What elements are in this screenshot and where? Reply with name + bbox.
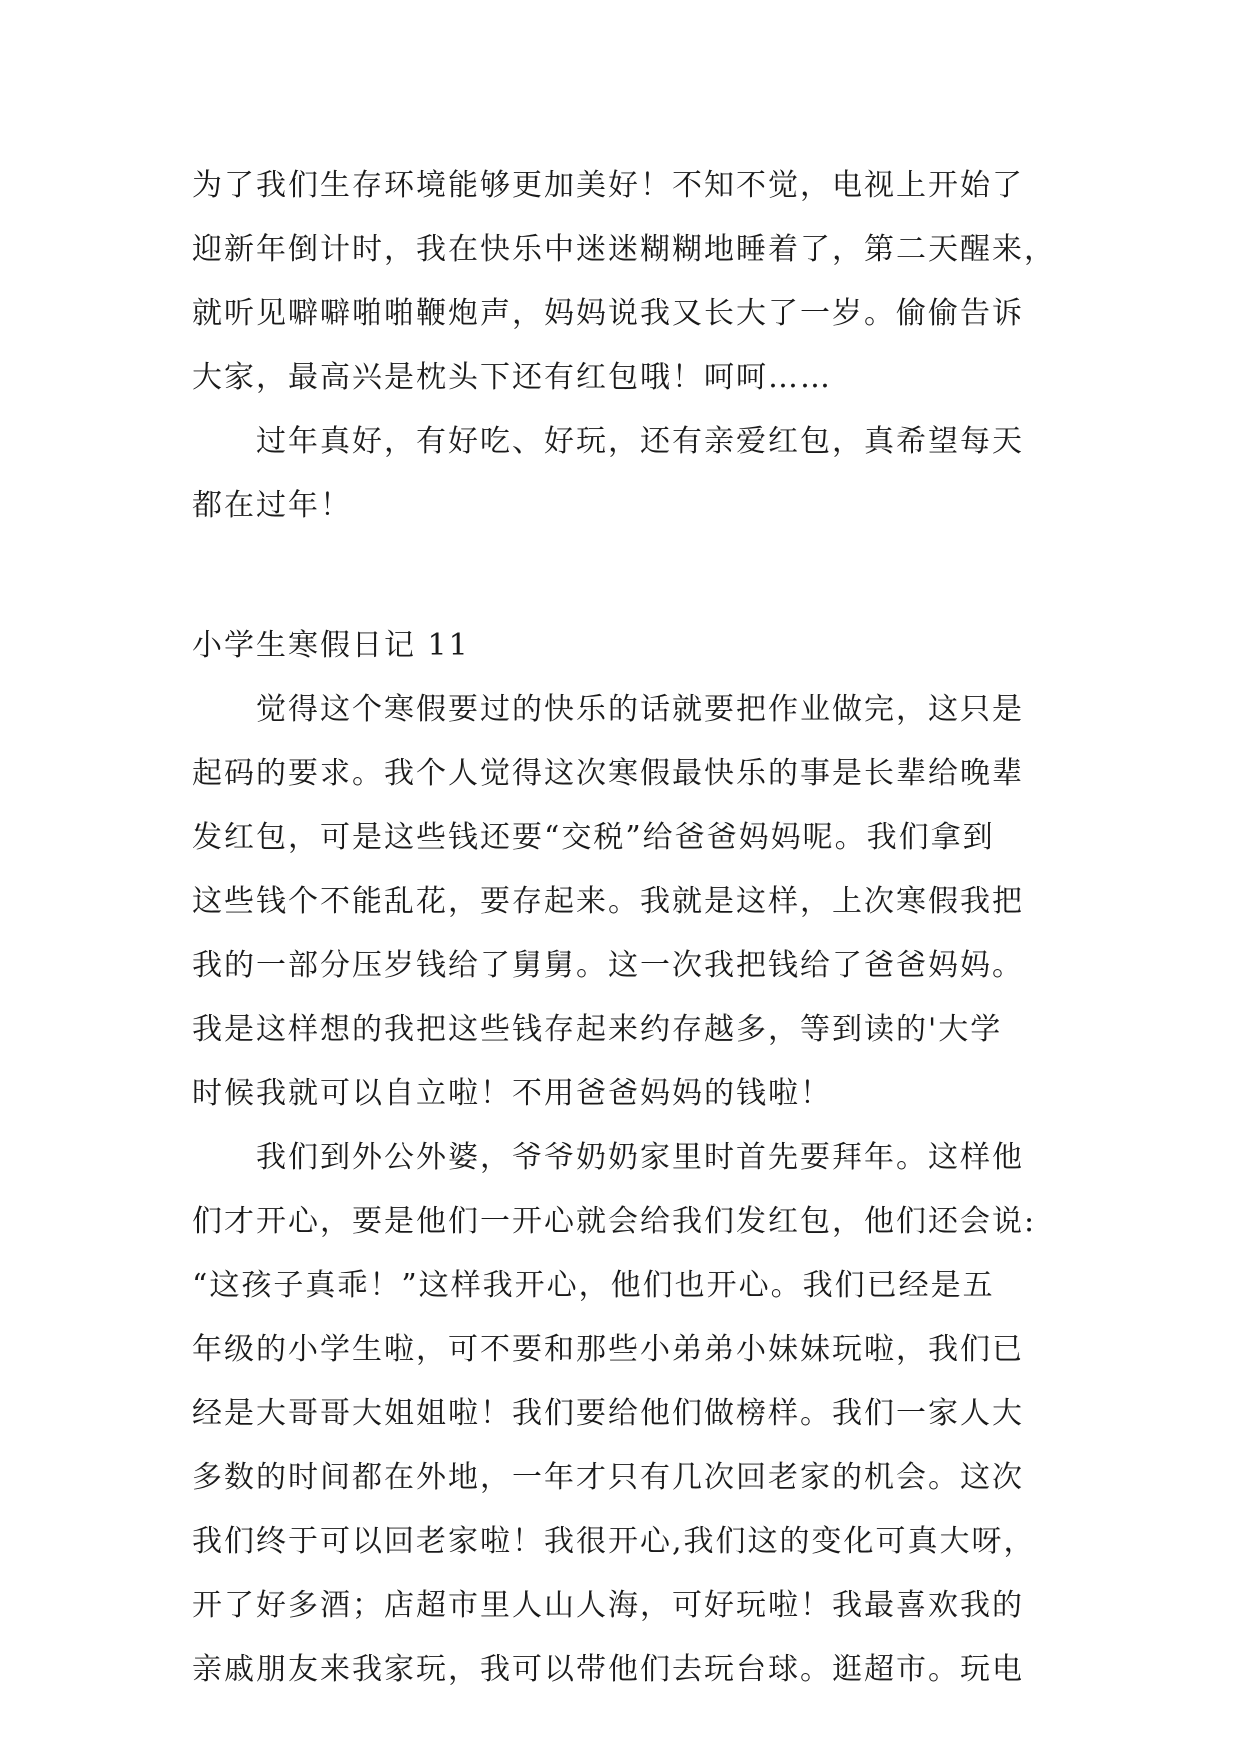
text-line: 我们到外公外婆，爷爷奶奶家里时首先要拜年。这样他 [256,1140,1024,1175]
text-line: “这孩子真乖！”这样我开心，他们也开心。我们已经是五 [192,1268,995,1303]
text-line: 就听见噼噼啪啪鞭炮声，妈妈说我又长大了一岁。偷偷告诉 [192,296,1024,331]
text-line: 发红包，可是这些钱还要“交税”给爸爸妈妈呢。我们拿到 [192,820,995,855]
text-line: 觉得这个寒假要过的快乐的话就要把作业做完，这只是 [256,692,1024,727]
text-line: 经是大哥哥大姐姐啦！我们要给他们做榜样。我们一家人大 [192,1396,1024,1431]
text-line: 过年真好，有好吃、好玩，还有亲爱红包，真希望每天 [256,424,1024,459]
text-line: 我的一部分压岁钱给了舅舅。这一次我把钱给了爸爸妈妈。 [192,948,1024,983]
previous-entry-paragraph-1 [192,154,1062,410]
text-line: 这些钱个不能乱花，要存起来。我就是这样，上次寒假我把 [192,884,1024,919]
text-line: 开了好多酒；店超市里人山人海，可好玩啦！我最喜欢我的 [192,1588,1024,1623]
text-line: 大家，最高兴是枕头下还有红包哦！呵呵…… [192,360,832,395]
text-line: 为了我们生存环境能够更加美好！不知不觉，电视上开始了 [192,168,1024,203]
text-line: 们才开心，要是他们一开心就会给我们发红包，他们还会说: [192,1204,1037,1239]
document-body [192,154,1062,1702]
section-gap [192,538,1062,614]
text-line: 多数的时间都在外地，一年才只有几次回老家的机会。这次 [192,1460,1024,1495]
text-line: 年级的小学生啦，可不要和那些小弟弟小妹妹玩啦，我们已 [192,1332,1024,1367]
entry-paragraph-1 [192,678,1062,1126]
entry-paragraph-2 [192,1126,1062,1702]
text-line: 都在过年！ [192,488,352,523]
text-line: 时候我就可以自立啦！不用爸爸妈妈的钱啦！ [192,1076,832,1111]
text-line: 迎新年倒计时，我在快乐中迷迷糊糊地睡着了，第二天醒来， [192,232,1056,267]
previous-entry-paragraph-2 [192,410,1062,538]
text-line: 我们终于可以回老家啦！我很开心,我们这的变化可真大呀， [192,1524,1036,1559]
text-line: 亲戚朋友来我家玩，我可以带他们去玩台球。逛超市。玩电 [192,1652,1024,1687]
text-line: 我是这样想的我把这些钱存起来约存越多，等到读的'大学 [192,1012,1003,1047]
text-line: 起码的要求。我个人觉得这次寒假最快乐的事是长辈给晚辈 [192,756,1024,791]
entry-title: 小学生寒假日记 11 [192,628,470,663]
